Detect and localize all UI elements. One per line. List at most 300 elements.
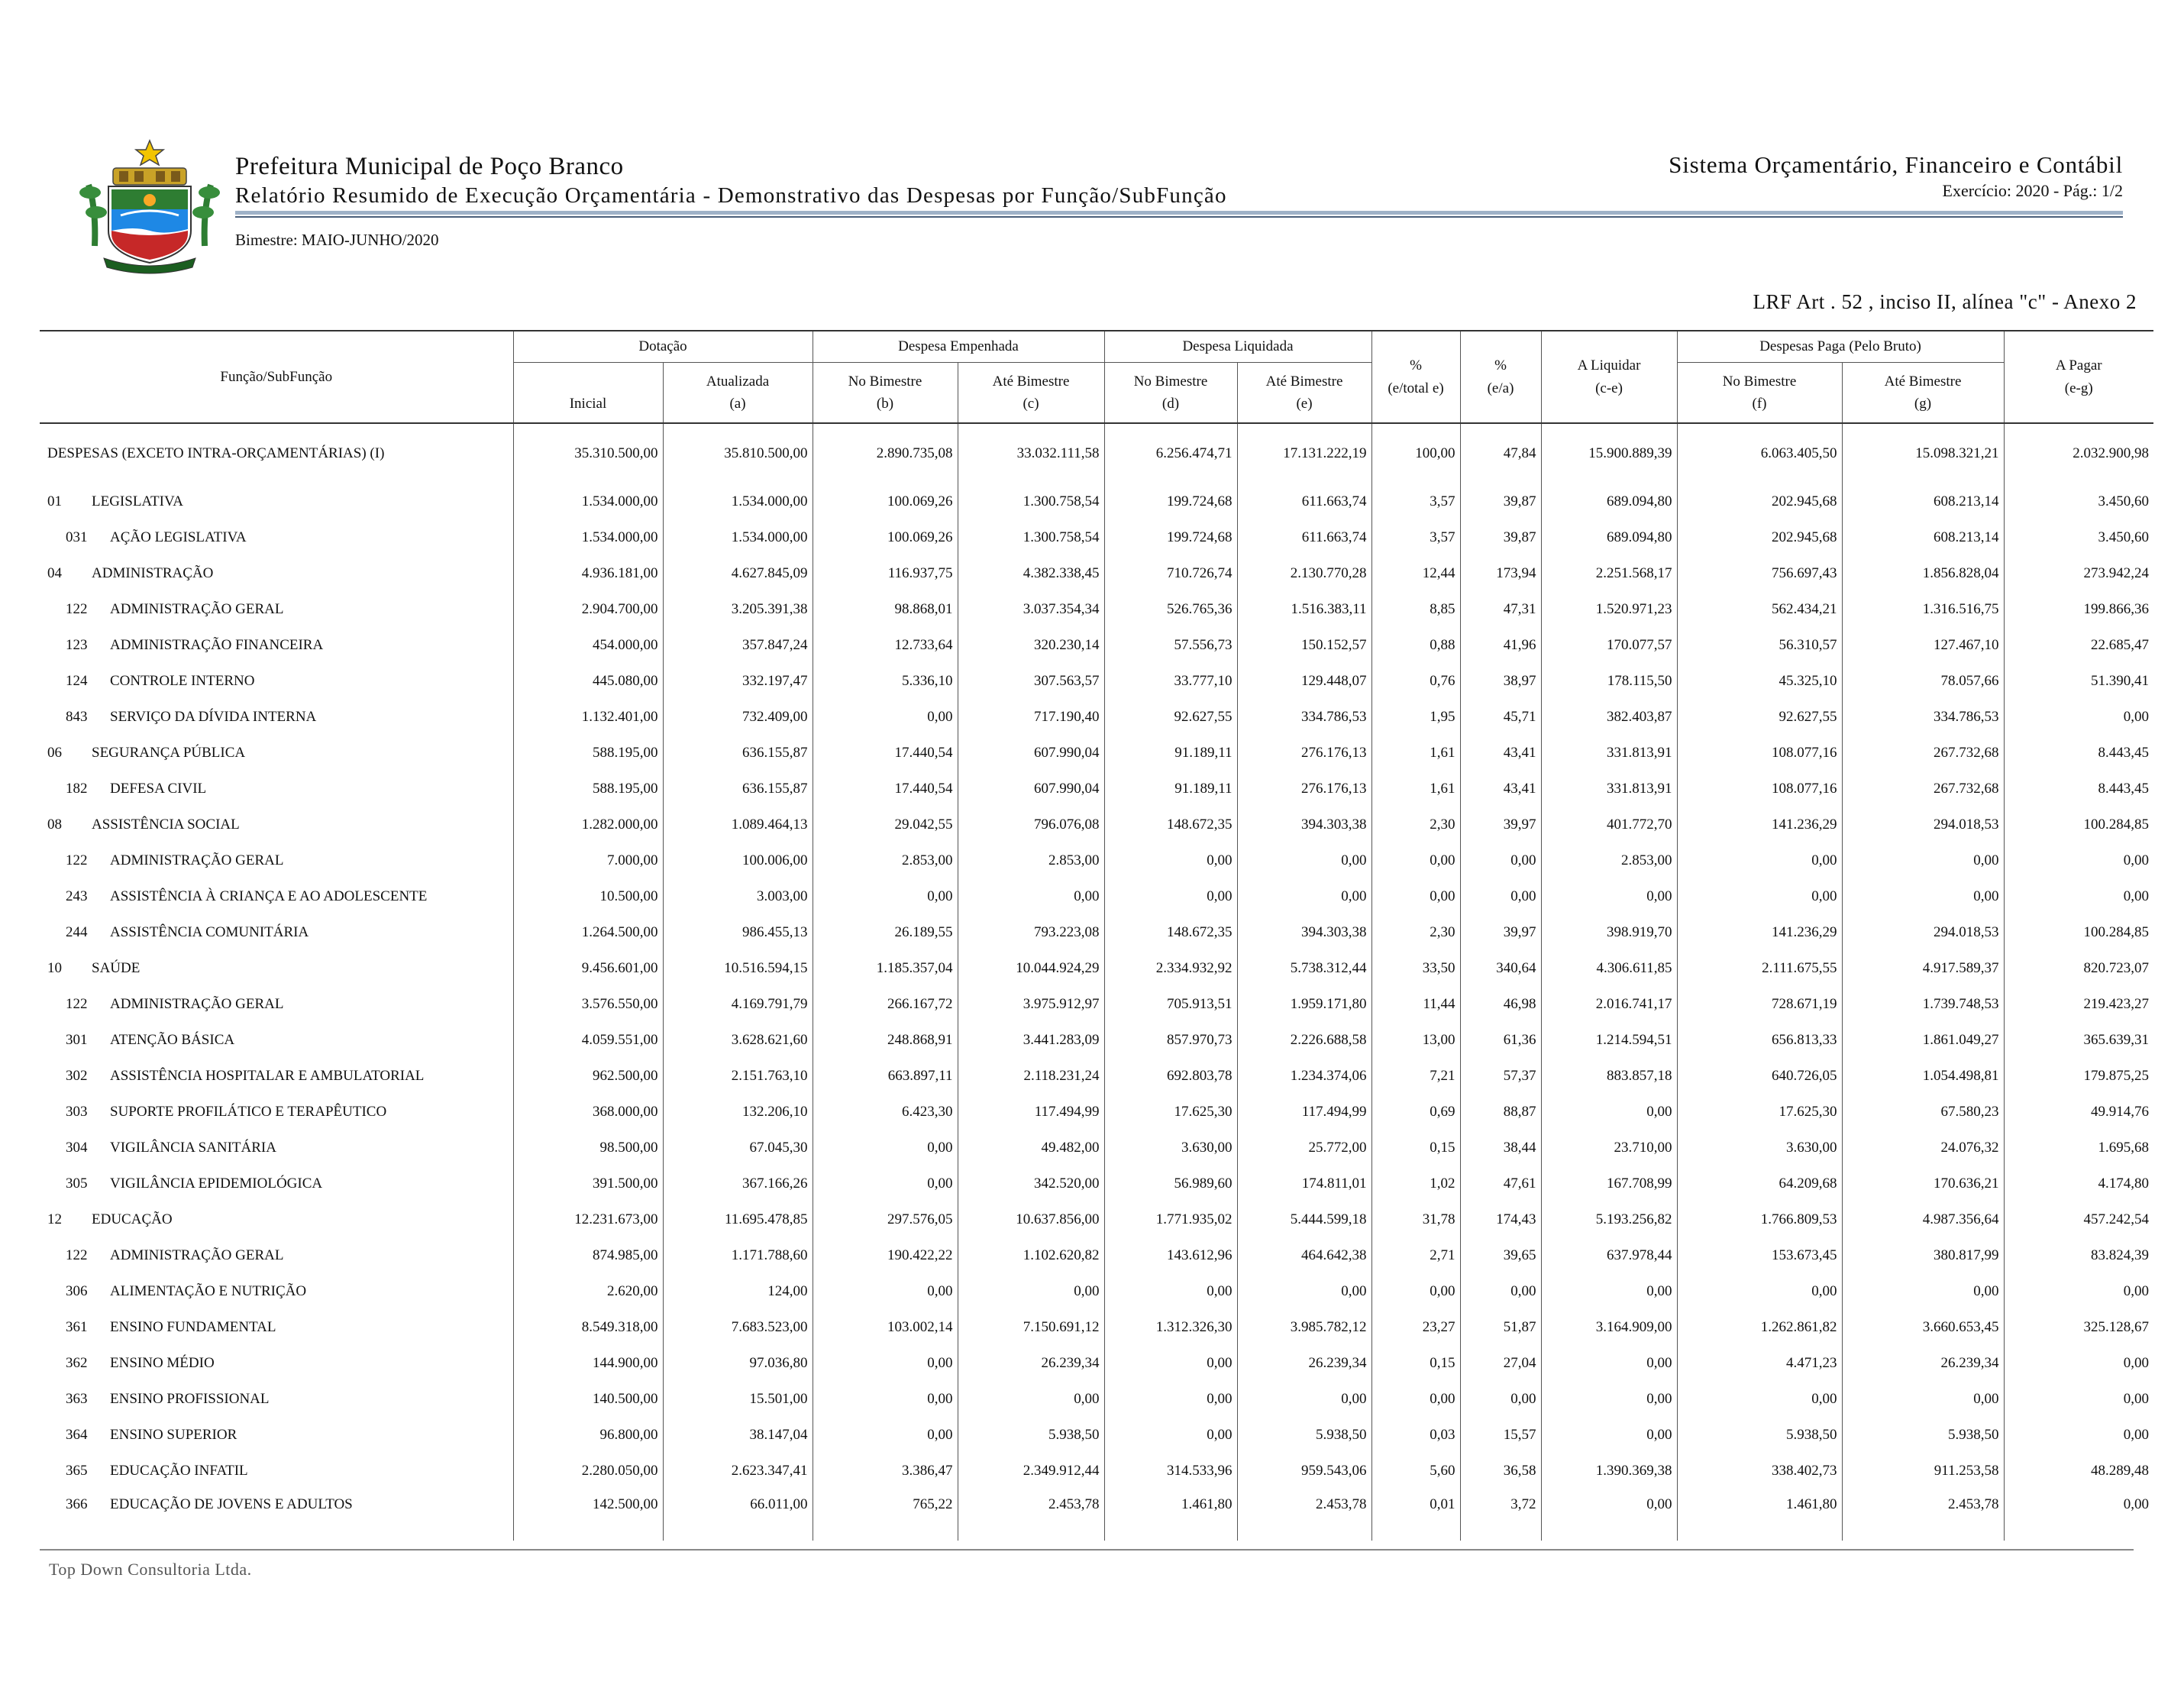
value-cell: 100.006,00: [663, 842, 813, 878]
value-cell: 39,97: [1460, 807, 1541, 842]
col-a-pagar: A Pagar (e-g): [2004, 331, 2153, 423]
value-cell: 267.732,68: [1842, 771, 2004, 807]
value-cell: 1.771.935,02: [1104, 1201, 1237, 1237]
coat-of-arms-logo: [73, 139, 226, 275]
row-description: ADMINISTRAÇÃO GERAL: [110, 995, 284, 1012]
value-cell: 1.390.369,38: [1541, 1453, 1677, 1489]
value-cell: 368.000,00: [513, 1094, 663, 1130]
value-cell: 398.919,70: [1541, 914, 1677, 950]
value-cell: 10.637.856,00: [958, 1201, 1104, 1237]
row-code: 366: [66, 1496, 88, 1512]
table-row: [40, 1309, 2153, 1345]
value-cell: 883.857,18: [1541, 1058, 1677, 1094]
value-cell: 4.627.845,09: [663, 555, 813, 591]
value-cell: 248.868,91: [813, 1022, 958, 1058]
value-cell: 0,00: [813, 878, 958, 914]
value-cell: 38,44: [1460, 1130, 1541, 1166]
row-code: 306: [66, 1282, 88, 1299]
value-cell: 43,41: [1460, 735, 1541, 771]
value-cell: 39,87: [1460, 519, 1541, 555]
table-row: [40, 1130, 2153, 1166]
value-cell: 23.710,00: [1541, 1130, 1677, 1166]
value-cell: 3.628.621,60: [663, 1022, 813, 1058]
row-label: [40, 1489, 513, 1541]
table-row: [40, 735, 2153, 771]
table-row: [40, 1453, 2153, 1489]
value-cell: 394.303,38: [1237, 807, 1371, 842]
row-description: ENSINO PROFISSIONAL: [110, 1390, 270, 1407]
value-cell: 10.044.924,29: [958, 950, 1104, 986]
value-cell: 3.386,47: [813, 1453, 958, 1489]
value-cell: 78.057,66: [1842, 663, 2004, 699]
value-cell: 15.501,00: [663, 1381, 813, 1417]
value-cell: 2.130.770,28: [1237, 555, 1371, 591]
value-cell: 2.890.735,08: [813, 423, 958, 483]
value-cell: 2.853,00: [958, 842, 1104, 878]
value-cell: 297.576,05: [813, 1201, 958, 1237]
value-cell: 29.042,55: [813, 807, 958, 842]
row-code: 031: [66, 529, 88, 545]
value-cell: 1.054.498,81: [1842, 1058, 2004, 1094]
value-cell: 3.003,00: [663, 878, 813, 914]
value-cell: 7.683.523,00: [663, 1309, 813, 1345]
value-cell: 17.440,54: [813, 771, 958, 807]
value-cell: 1.282.000,00: [513, 807, 663, 842]
table-body: [40, 423, 2153, 1541]
table-row: [40, 699, 2153, 735]
value-cell: 15.900.889,39: [1541, 423, 1677, 483]
value-cell: 325.128,67: [2004, 1309, 2153, 1345]
row-description: VIGILÂNCIA EPIDEMIOLÓGICA: [110, 1175, 323, 1192]
value-cell: 46,98: [1460, 986, 1541, 1022]
value-cell: 334.786,53: [1842, 699, 2004, 735]
table-row: [40, 1022, 2153, 1058]
value-cell: 2,30: [1371, 914, 1460, 950]
value-cell: 202.945,68: [1677, 483, 1842, 519]
value-cell: 67.580,23: [1842, 1094, 2004, 1130]
value-cell: 13,00: [1371, 1022, 1460, 1058]
value-cell: 117.494,99: [1237, 1094, 1371, 1130]
row-code: 243: [66, 888, 88, 904]
value-cell: 1,61: [1371, 771, 1460, 807]
value-cell: 611.663,74: [1237, 519, 1371, 555]
value-cell: 307.563,57: [958, 663, 1104, 699]
row-label: [40, 483, 513, 519]
value-cell: 0,00: [1371, 842, 1460, 878]
value-cell: 705.913,51: [1104, 986, 1237, 1022]
row-label: [40, 1201, 513, 1237]
value-cell: 1.234.374,06: [1237, 1058, 1371, 1094]
value-cell: 294.018,53: [1842, 914, 2004, 950]
value-cell: 0,00: [958, 878, 1104, 914]
value-cell: 5.938,50: [1237, 1417, 1371, 1453]
value-cell: 2.032.900,98: [2004, 423, 2153, 483]
value-cell: 732.409,00: [663, 699, 813, 735]
value-cell: 202.945,68: [1677, 519, 1842, 555]
value-cell: 98.500,00: [513, 1130, 663, 1166]
value-cell: 294.018,53: [1842, 807, 2004, 842]
value-cell: 0,00: [1460, 842, 1541, 878]
value-cell: 1,95: [1371, 699, 1460, 735]
value-cell: 756.697,43: [1677, 555, 1842, 591]
value-cell: 140.500,00: [513, 1381, 663, 1417]
value-cell: 49.482,00: [958, 1130, 1104, 1166]
value-cell: 0,00: [2004, 842, 2153, 878]
value-cell: 45.325,10: [1677, 663, 1842, 699]
value-cell: 148.672,35: [1104, 807, 1237, 842]
value-cell: 3.037.354,34: [958, 591, 1104, 627]
value-cell: 124,00: [663, 1273, 813, 1309]
row-code: 122: [66, 995, 88, 1012]
value-cell: 0,00: [2004, 878, 2153, 914]
value-cell: 1.534.000,00: [663, 483, 813, 519]
value-cell: 141.236,29: [1677, 807, 1842, 842]
value-cell: 0,00: [1842, 1273, 2004, 1309]
value-cell: 38.147,04: [663, 1417, 813, 1453]
value-cell: 56.989,60: [1104, 1166, 1237, 1201]
value-cell: 3.630,00: [1104, 1130, 1237, 1166]
value-cell: 1.264.500,00: [513, 914, 663, 950]
row-label: [40, 627, 513, 663]
row-description: EDUCAÇÃO DE JOVENS E ADULTOS: [110, 1496, 353, 1512]
value-cell: 26.239,34: [1237, 1345, 1371, 1381]
row-label: [40, 663, 513, 699]
value-cell: 1.102.620,82: [958, 1237, 1104, 1273]
value-cell: 464.642,38: [1237, 1237, 1371, 1273]
row-description: SEGURANÇA PÚBLICA: [92, 744, 246, 761]
value-cell: 342.520,00: [958, 1166, 1104, 1201]
row-label: [40, 771, 513, 807]
row-label: [40, 1058, 513, 1094]
value-cell: 170.077,57: [1541, 627, 1677, 663]
value-cell: 717.190,40: [958, 699, 1104, 735]
value-cell: 48.289,48: [2004, 1453, 2153, 1489]
col-empenhada: Despesa Empenhada: [813, 331, 1104, 363]
value-cell: 1.132.401,00: [513, 699, 663, 735]
value-cell: 5.738.312,44: [1237, 950, 1371, 986]
value-cell: 2.453,78: [1237, 1489, 1371, 1541]
value-cell: 5.938,50: [1677, 1417, 1842, 1453]
footer-company: Top Down Consultoria Ltda.: [49, 1560, 252, 1579]
value-cell: 108.077,16: [1677, 735, 1842, 771]
value-cell: 3.164.909,00: [1541, 1309, 1677, 1345]
value-cell: 36,58: [1460, 1453, 1541, 1489]
value-cell: 57.556,73: [1104, 627, 1237, 663]
row-label: [40, 555, 513, 591]
value-cell: 47,31: [1460, 591, 1541, 627]
value-cell: 0,76: [1371, 663, 1460, 699]
value-cell: 3.205.391,38: [663, 591, 813, 627]
value-cell: 1.856.828,04: [1842, 555, 2004, 591]
value-cell: 0,00: [1237, 1273, 1371, 1309]
value-cell: 0,00: [1371, 878, 1460, 914]
value-cell: 6.423,30: [813, 1094, 958, 1130]
value-cell: 911.253,58: [1842, 1453, 2004, 1489]
table-row: [40, 1381, 2153, 1417]
row-label: [40, 986, 513, 1022]
row-label: [40, 1453, 513, 1489]
row-description: VIGILÂNCIA SANITÁRIA: [110, 1139, 276, 1156]
value-cell: 796.076,08: [958, 807, 1104, 842]
value-cell: 7.150.691,12: [958, 1309, 1104, 1345]
value-cell: 2.623.347,41: [663, 1453, 813, 1489]
value-cell: 67.045,30: [663, 1130, 813, 1166]
value-cell: 3.441.283,09: [958, 1022, 1104, 1058]
value-cell: 10.500,00: [513, 878, 663, 914]
row-code: 361: [66, 1318, 88, 1335]
exercise-page-info: Exercício: 2020 - Pág.: 1/2: [1942, 181, 2123, 200]
row-label: [40, 914, 513, 950]
header-rule-dark: [235, 216, 2123, 218]
system-name: Sistema Orçamentário, Financeiro e Contábil: [1669, 151, 2123, 178]
row-label: [40, 1166, 513, 1201]
value-cell: 793.223,08: [958, 914, 1104, 950]
value-cell: 97.036,80: [663, 1345, 813, 1381]
col-paga-no-bimestre: No Bimestre (f): [1677, 363, 1842, 424]
bimestre-label: Bimestre: MAIO-JUNHO/2020: [235, 231, 439, 249]
table-row: [40, 1417, 2153, 1453]
value-cell: 2.016.741,17: [1541, 986, 1677, 1022]
row-code: 302: [66, 1067, 88, 1084]
row-description: ALIMENTAÇÃO E NUTRIÇÃO: [110, 1282, 307, 1299]
value-cell: 4.987.356,64: [1842, 1201, 2004, 1237]
row-label: [40, 1345, 513, 1381]
value-cell: 820.723,07: [2004, 950, 2153, 986]
value-cell: 0,00: [1237, 1381, 1371, 1417]
value-cell: 174.811,01: [1237, 1166, 1371, 1201]
value-cell: 144.900,00: [513, 1345, 663, 1381]
value-cell: 728.671,19: [1677, 986, 1842, 1022]
value-cell: 12,44: [1371, 555, 1460, 591]
row-code: 123: [66, 636, 88, 653]
row-code: 182: [66, 780, 88, 797]
value-cell: 167.708,99: [1541, 1166, 1677, 1201]
table-row: [40, 555, 2153, 591]
value-cell: 0,00: [1104, 842, 1237, 878]
value-cell: 49.914,76: [2004, 1094, 2153, 1130]
value-cell: 88,87: [1460, 1094, 1541, 1130]
value-cell: 17.440,54: [813, 735, 958, 771]
row-label: [40, 1094, 513, 1130]
value-cell: 170.636,21: [1842, 1166, 2004, 1201]
value-cell: 108.077,16: [1677, 771, 1842, 807]
table-row: [40, 591, 2153, 627]
value-cell: 765,22: [813, 1489, 958, 1541]
value-cell: 26.239,34: [1842, 1345, 2004, 1381]
value-cell: 314.533,96: [1104, 1453, 1237, 1489]
expenses-table: [40, 330, 2153, 1541]
row-description: ADMINISTRAÇÃO FINANCEIRA: [110, 636, 324, 653]
value-cell: 0,00: [1104, 1345, 1237, 1381]
value-cell: 3,72: [1460, 1489, 1541, 1541]
value-cell: 2.334.932,92: [1104, 950, 1237, 986]
value-cell: 3,57: [1371, 519, 1460, 555]
value-cell: 51,87: [1460, 1309, 1541, 1345]
row-description: ATENÇÃO BÁSICA: [110, 1031, 235, 1048]
table-row: [40, 1489, 2153, 1541]
value-cell: 3.576.550,00: [513, 986, 663, 1022]
row-description: AÇÃO LEGISLATIVA: [110, 529, 247, 545]
value-cell: 0,00: [1541, 878, 1677, 914]
value-cell: 276.176,13: [1237, 735, 1371, 771]
value-cell: 959.543,06: [1237, 1453, 1371, 1489]
row-code: 301: [66, 1031, 88, 1048]
table-row: [40, 423, 2153, 483]
lrf-reference: LRF Art . 52 , inciso II, alínea "c" - Anexo 2: [1753, 290, 2137, 313]
value-cell: 17.625,30: [1677, 1094, 1842, 1130]
value-cell: 127.467,10: [1842, 627, 2004, 663]
value-cell: 2.853,00: [813, 842, 958, 878]
value-cell: 12.231.673,00: [513, 1201, 663, 1237]
value-cell: 4.174,80: [2004, 1166, 2153, 1201]
value-cell: 116.937,75: [813, 555, 958, 591]
row-label: [40, 1130, 513, 1166]
value-cell: 173,94: [1460, 555, 1541, 591]
value-cell: 357.847,24: [663, 627, 813, 663]
value-cell: 0,00: [1677, 1273, 1842, 1309]
value-cell: 2.349.912,44: [958, 1453, 1104, 1489]
value-cell: 178.115,50: [1541, 663, 1677, 699]
value-cell: 457.242,54: [2004, 1201, 2153, 1237]
value-cell: 27,04: [1460, 1345, 1541, 1381]
value-cell: 640.726,05: [1677, 1058, 1842, 1094]
value-cell: 51.390,41: [2004, 663, 2153, 699]
value-cell: 4.382.338,45: [958, 555, 1104, 591]
row-label: [40, 423, 513, 483]
value-cell: 33,50: [1371, 950, 1460, 986]
value-cell: 26.189,55: [813, 914, 958, 950]
value-cell: 0,00: [1677, 1381, 1842, 1417]
row-code: 363: [66, 1390, 88, 1407]
value-cell: 380.817,99: [1842, 1237, 2004, 1273]
value-cell: 6.256.474,71: [1104, 423, 1237, 483]
row-code: 04: [47, 564, 62, 581]
value-cell: 100.284,85: [2004, 807, 2153, 842]
row-code: 244: [66, 923, 88, 940]
value-cell: 0,00: [1842, 1381, 2004, 1417]
value-cell: 153.673,45: [1677, 1237, 1842, 1273]
value-cell: 39,65: [1460, 1237, 1541, 1273]
table-row: [40, 878, 2153, 914]
row-description: ASSISTÊNCIA À CRIANÇA E AO ADOLESCENTE: [110, 888, 428, 904]
value-cell: 2.453,78: [1842, 1489, 2004, 1541]
row-label: [40, 1381, 513, 1417]
value-cell: 0,00: [813, 1345, 958, 1381]
value-cell: 331.813,91: [1541, 771, 1677, 807]
row-description: ASSISTÊNCIA COMUNITÁRIA: [110, 923, 309, 940]
value-cell: 2.904.700,00: [513, 591, 663, 627]
value-cell: 24.076,32: [1842, 1130, 2004, 1166]
row-code: 124: [66, 672, 88, 689]
value-cell: 8.443,45: [2004, 735, 2153, 771]
value-cell: 100.284,85: [2004, 914, 2153, 950]
value-cell: 1.171.788,60: [663, 1237, 813, 1273]
value-cell: 5.444.599,18: [1237, 1201, 1371, 1237]
value-cell: 6.063.405,50: [1677, 423, 1842, 483]
value-cell: 11,44: [1371, 986, 1460, 1022]
value-cell: 91.189,11: [1104, 771, 1237, 807]
value-cell: 41,96: [1460, 627, 1541, 663]
col-emp-no-bimestre: No Bimestre (b): [813, 363, 958, 424]
value-cell: 611.663,74: [1237, 483, 1371, 519]
row-description: ASSISTÊNCIA HOSPITALAR E AMBULATORIAL: [110, 1067, 425, 1084]
value-cell: 98.868,01: [813, 591, 958, 627]
value-cell: 1,02: [1371, 1166, 1460, 1201]
value-cell: 0,00: [1541, 1094, 1677, 1130]
row-code: 12: [47, 1211, 62, 1227]
value-cell: 5,60: [1371, 1453, 1460, 1489]
value-cell: 0,00: [1541, 1345, 1677, 1381]
table-row: [40, 519, 2153, 555]
value-cell: 0,00: [1371, 1381, 1460, 1417]
value-cell: 1.089.464,13: [663, 807, 813, 842]
value-cell: 2.118.231,24: [958, 1058, 1104, 1094]
value-cell: 1.534.000,00: [513, 483, 663, 519]
value-cell: 2,71: [1371, 1237, 1460, 1273]
value-cell: 31,78: [1371, 1201, 1460, 1237]
value-cell: 4.059.551,00: [513, 1022, 663, 1058]
value-cell: 2,30: [1371, 807, 1460, 842]
value-cell: 267.732,68: [1842, 735, 2004, 771]
value-cell: 1.861.049,27: [1842, 1022, 2004, 1058]
row-label: [40, 842, 513, 878]
value-cell: 0,00: [1541, 1381, 1677, 1417]
row-label: [40, 950, 513, 986]
value-cell: 33.032.111,58: [958, 423, 1104, 483]
value-cell: 1.766.809,53: [1677, 1201, 1842, 1237]
value-cell: 0,00: [1104, 1273, 1237, 1309]
organization-title: Prefeitura Municipal de Poço Branco: [235, 153, 624, 180]
row-label: [40, 1273, 513, 1309]
col-paga-ate-bimestre: Até Bimestre (g): [1842, 363, 2004, 424]
value-cell: 0,00: [1104, 878, 1237, 914]
table-row: [40, 483, 2153, 519]
value-cell: 190.422,22: [813, 1237, 958, 1273]
value-cell: 25.772,00: [1237, 1130, 1371, 1166]
value-cell: 38,97: [1460, 663, 1541, 699]
value-cell: 0,15: [1371, 1345, 1460, 1381]
row-description: SERVIÇO DA DÍVIDA INTERNA: [110, 708, 317, 725]
report-subtitle: Relatório Resumido de Execução Orçamentária - Demonstrativo das Despesas por Função/SubFunção: [235, 183, 1227, 208]
value-cell: 141.236,29: [1677, 914, 1842, 950]
value-cell: 83.824,39: [2004, 1237, 2153, 1273]
value-cell: 56.310,57: [1677, 627, 1842, 663]
row-label: [40, 1022, 513, 1058]
value-cell: 0,00: [1677, 842, 1842, 878]
row-label: [40, 807, 513, 842]
value-cell: 1,61: [1371, 735, 1460, 771]
value-cell: 636.155,87: [663, 735, 813, 771]
value-cell: 219.423,27: [2004, 986, 2153, 1022]
value-cell: 445.080,00: [513, 663, 663, 699]
value-cell: 0,00: [2004, 1417, 2153, 1453]
row-description: ASSISTÊNCIA SOCIAL: [92, 816, 240, 833]
value-cell: 17.625,30: [1104, 1094, 1237, 1130]
value-cell: 3.630,00: [1677, 1130, 1842, 1166]
value-cell: 9.456.601,00: [513, 950, 663, 986]
value-cell: 1.520.971,23: [1541, 591, 1677, 627]
value-cell: 276.176,13: [1237, 771, 1371, 807]
row-code: 122: [66, 852, 88, 868]
row-code: 08: [47, 816, 62, 833]
value-cell: 92.627,55: [1104, 699, 1237, 735]
value-cell: 1.214.594,51: [1541, 1022, 1677, 1058]
value-cell: 1.461,80: [1677, 1489, 1842, 1541]
value-cell: 57,37: [1460, 1058, 1541, 1094]
value-cell: 0,00: [958, 1381, 1104, 1417]
value-cell: 174,43: [1460, 1201, 1541, 1237]
row-code: 305: [66, 1175, 88, 1192]
